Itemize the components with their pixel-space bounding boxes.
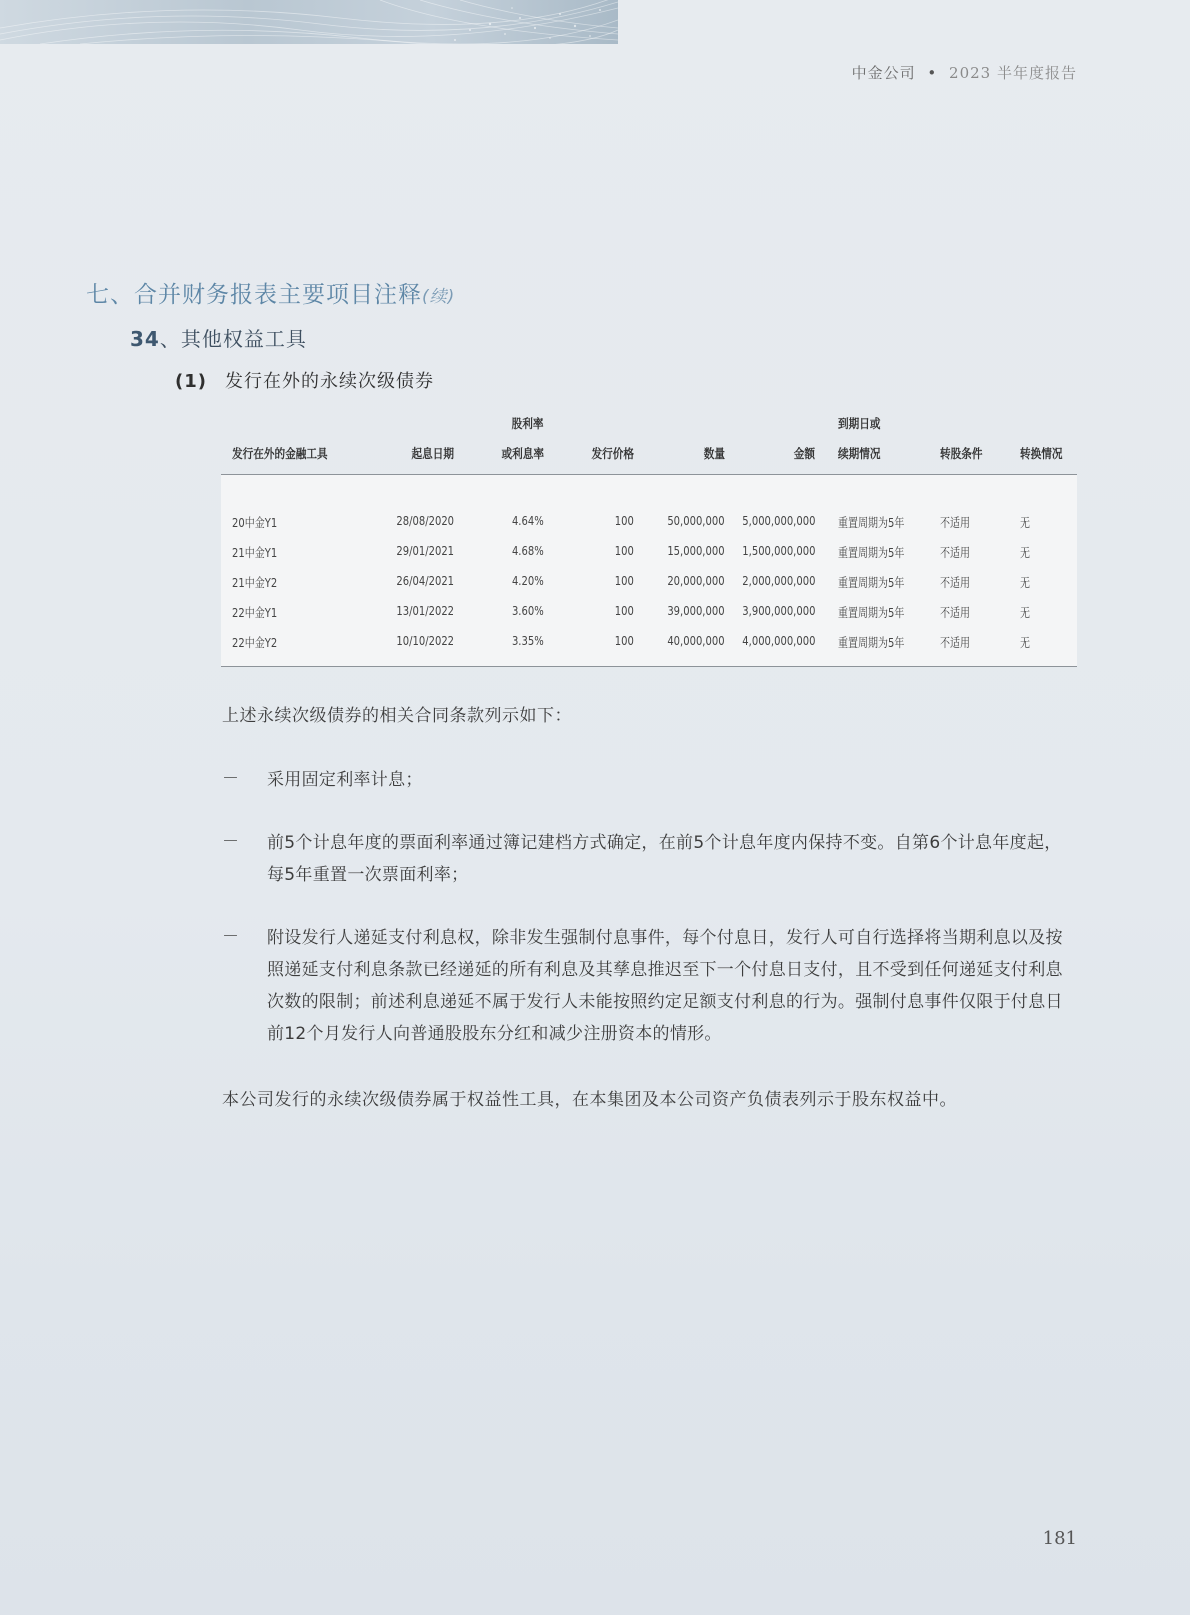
subsection-title-text: 、其他权益工具 [159,327,307,351]
cell-quantity: 15,000,000 [667,543,725,558]
header-conversion-status: 转换情况 [1020,446,1063,461]
cell-quantity: 20,000,000 [667,573,725,588]
bullet-item: 前5个计息年度的票面利率通过簿记建档方式确定，在前5个计息年度内保持不变。自第6个计息年度起，每5年重置一次票面利率； [267,833,1062,885]
cell-conversion-terms: 不适用 [940,635,971,650]
item-title [175,367,434,393]
cell-conversion-status: 无 [1020,575,1031,590]
cell-start-date: 13/01/2022 [396,603,454,618]
cell-instrument: 22中金Y2 [232,635,278,650]
cell-price: 100 [614,573,634,588]
cell-instrument: 20中金Y1 [232,515,278,530]
cell-maturity: 重置周期为5年 [838,635,905,650]
header-price: 发行价格 [591,446,634,461]
header-maturity-line2: 续期情况 [838,446,881,461]
cell-maturity: 重置周期为5年 [838,545,905,560]
cell-maturity: 重置周期为5年 [838,605,905,620]
header-amount: 金额 [793,446,815,461]
bullet-dash: － [222,832,239,852]
wave-pattern-icon [0,0,618,44]
header-conversion-terms: 转股条件 [940,446,983,461]
cell-price: 100 [614,603,634,618]
header-banner-graphic [0,0,618,44]
cell-maturity: 重置周期为5年 [838,575,905,590]
cell-price: 100 [614,543,634,558]
cell-conversion-status: 无 [1020,605,1031,620]
cell-instrument: 21中金Y1 [232,545,278,560]
cell-maturity: 重置周期为5年 [838,515,905,530]
cell-start-date: 29/01/2021 [396,543,454,558]
cell-conversion-terms: 不适用 [940,515,971,530]
cell-rate: 3.35% [512,633,544,648]
cell-amount: 4,000,000,000 [741,633,815,648]
bullet-dash: － [222,927,239,947]
cell-conversion-terms: 不适用 [940,545,971,560]
header-start-date: 起息日期 [411,446,454,461]
cell-conversion-status: 无 [1020,635,1031,650]
cell-quantity: 50,000,000 [667,513,725,528]
cell-rate: 3.60% [512,603,544,618]
cell-quantity: 40,000,000 [667,633,725,648]
cell-amount: 5,000,000,000 [741,513,815,528]
subsection-number: 34 [130,327,160,351]
item-title-text: 发行在外的永续次级债券 [224,371,434,392]
cell-start-date: 28/08/2020 [396,513,454,528]
item-number: (1) [175,371,207,392]
cell-conversion-status: 无 [1020,515,1031,530]
cell-amount: 2,000,000,000 [741,573,815,588]
cell-conversion-terms: 不适用 [940,575,971,590]
cell-price: 100 [614,513,634,528]
section-title-text: 七、合并财务报表主要项目注释 [86,282,422,308]
cell-conversion-terms: 不适用 [940,605,971,620]
cell-conversion-status: 无 [1020,545,1031,560]
header-separator: • [927,64,938,82]
cell-instrument: 22中金Y1 [232,605,278,620]
table-body [221,475,1077,667]
header-instrument: 发行在外的金融工具 [232,446,328,461]
header-rate-line2: 或利息率 [501,446,544,461]
table-header [221,406,1077,475]
header-rate-line1: 股利率 [512,416,544,431]
cell-start-date: 26/04/2021 [396,573,454,588]
section-continued-label: (续) [422,287,456,307]
cell-rate: 4.64% [512,513,544,528]
page-number: 181 [1042,1528,1077,1549]
cell-rate: 4.20% [512,573,544,588]
header-quantity: 数量 [703,446,725,461]
subsection-title [130,323,307,352]
bullet-dash: － [222,769,239,789]
header-maturity-line1: 到期日或 [838,416,881,431]
cell-instrument: 21中金Y2 [232,575,278,590]
perpetual-bonds-table [221,406,1077,667]
cell-start-date: 10/10/2022 [396,633,454,648]
report-header [852,62,1077,83]
bullet-item: 采用固定利率计息； [267,770,423,790]
cell-quantity: 39,000,000 [667,603,725,618]
cell-rate: 4.68% [512,543,544,558]
conclusion-paragraph: 本公司发行的永续次级债券属于权益性工具，在本集团及本公司资产负债表列示于股东权益中。 [222,1090,957,1110]
bullet-item: 附设发行人递延支付利息权，除非发生强制付息事件，每个付息日，发行人可自行选择将当期利息以及按照递延支付利息条款已经递延的所有利息及其孳息推迟至下一个付息日支付，且不受到任何递延支付利息次数的限制；前述利息递延不属于发行人未能按照约定足额支付利息的行为。强制付息事件仅限于付息日前12个月发行人向普通股股东分红和减少注册资本的情形。 [267,928,1063,1044]
company-name: 中金公司 [851,64,916,82]
cell-amount: 3,900,000,000 [741,603,815,618]
cell-price: 100 [614,633,634,648]
cell-amount: 1,500,000,000 [741,543,815,558]
terms-intro: 上述永续次级债券的相关合同条款列示如下： [222,706,572,726]
report-title: 2023 半年度报告 [949,64,1077,82]
section-title [86,276,455,309]
